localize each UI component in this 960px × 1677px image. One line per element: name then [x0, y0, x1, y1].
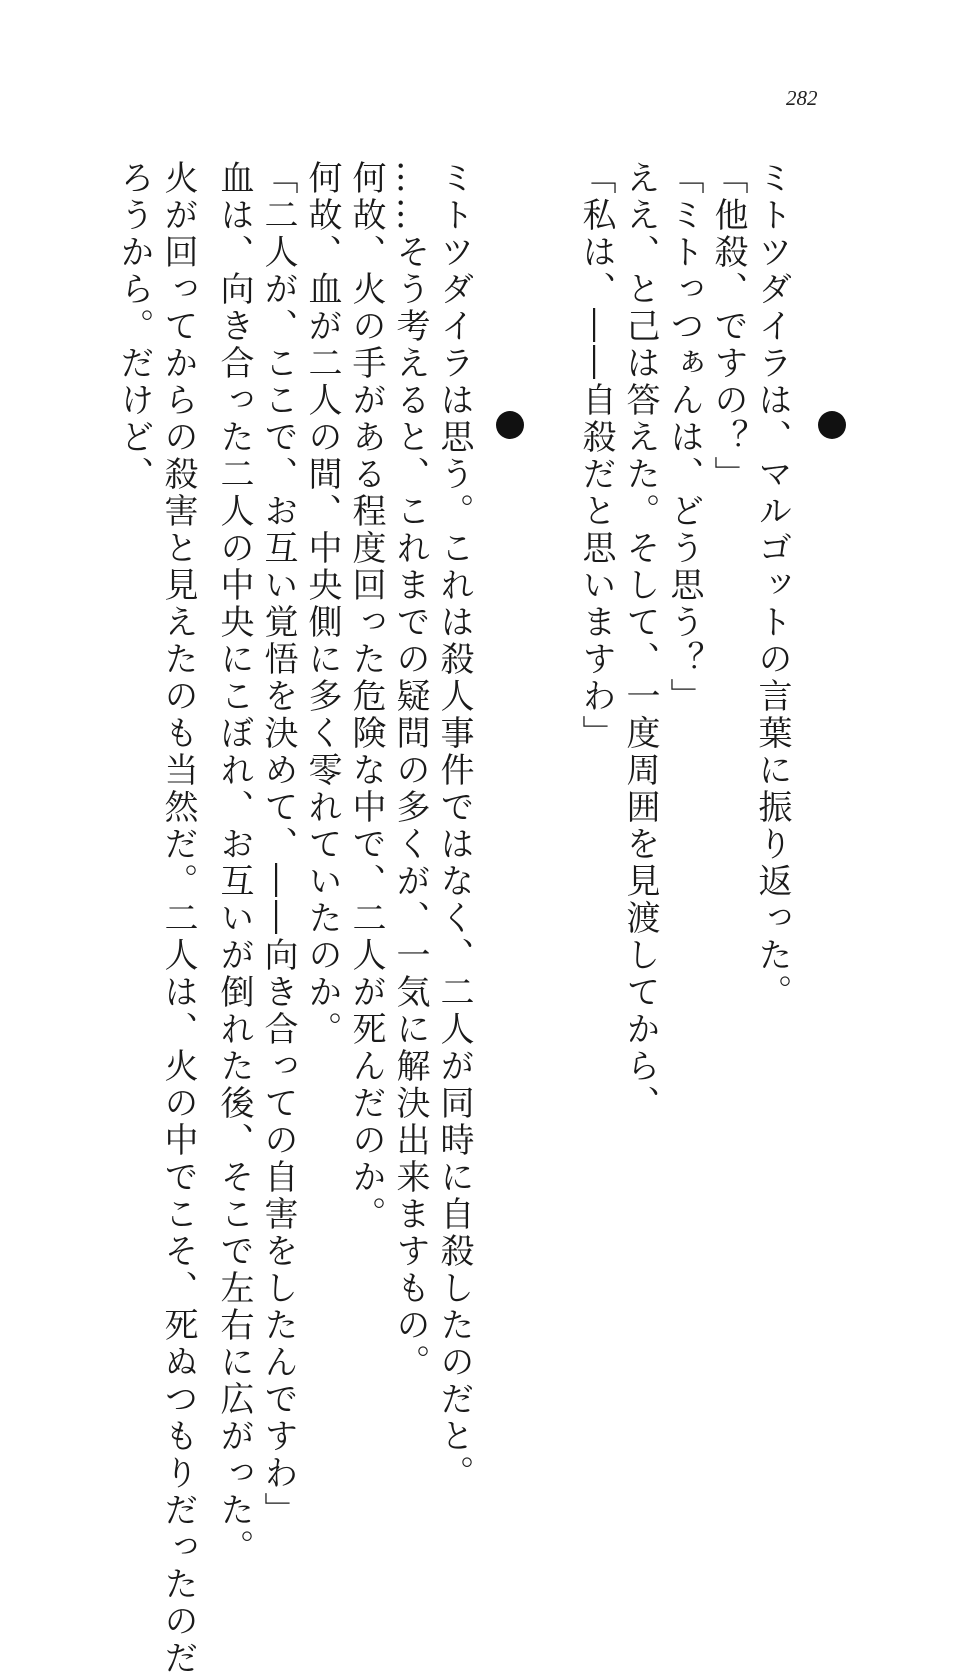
section-break-bullet — [818, 411, 846, 439]
text-column-5: 「私は、――自殺だと思いますわ」 — [576, 160, 616, 752]
text-column-1: ミトツダイラは、マルゴットの言葉に振り返った。 — [752, 160, 792, 1011]
text-column-3: 「ミトっつぁんは、どう思う？」 — [664, 160, 704, 715]
text-column-7: ……そう考えると、これまでの疑問の多くが、一気に解決出来ますもの。 — [390, 160, 430, 1381]
text-column-2: 「他殺、ですの？」 — [708, 160, 748, 493]
text-column-12: 火が回ってからの殺害と見えたのも当然だ。二人は、火の中でこそ、死ぬつもりだったのだ — [158, 160, 198, 1677]
section-break-bullet — [496, 411, 524, 439]
page-number: 282 — [786, 86, 818, 110]
text-column-10: 「二人が、ここで、お互い覚悟を決めて、――向き合っての自害をしたんですわ」 — [258, 160, 298, 1529]
text-column-9: 何故、血が二人の間、中央側に多く零れていたのか。 — [302, 160, 342, 1048]
text-column-8: 何故、火の手がある程度回った危険な中で、二人が死んだのか。 — [346, 160, 386, 1233]
text-column-13: ろうから。だけど、 — [114, 160, 154, 493]
text-column-11: 血は、向き合った二人の中央にこぼれ、お互いが倒れた後、そこで左右に広がった。 — [214, 160, 254, 1566]
text-column-4: ええ、と己は答えた。そして、一度周囲を見渡してから、 — [620, 160, 660, 1122]
text-column-6: ミトツダイラは思う。これは殺人事件ではなく、二人が同時に自殺したのだと。 — [434, 160, 474, 1492]
